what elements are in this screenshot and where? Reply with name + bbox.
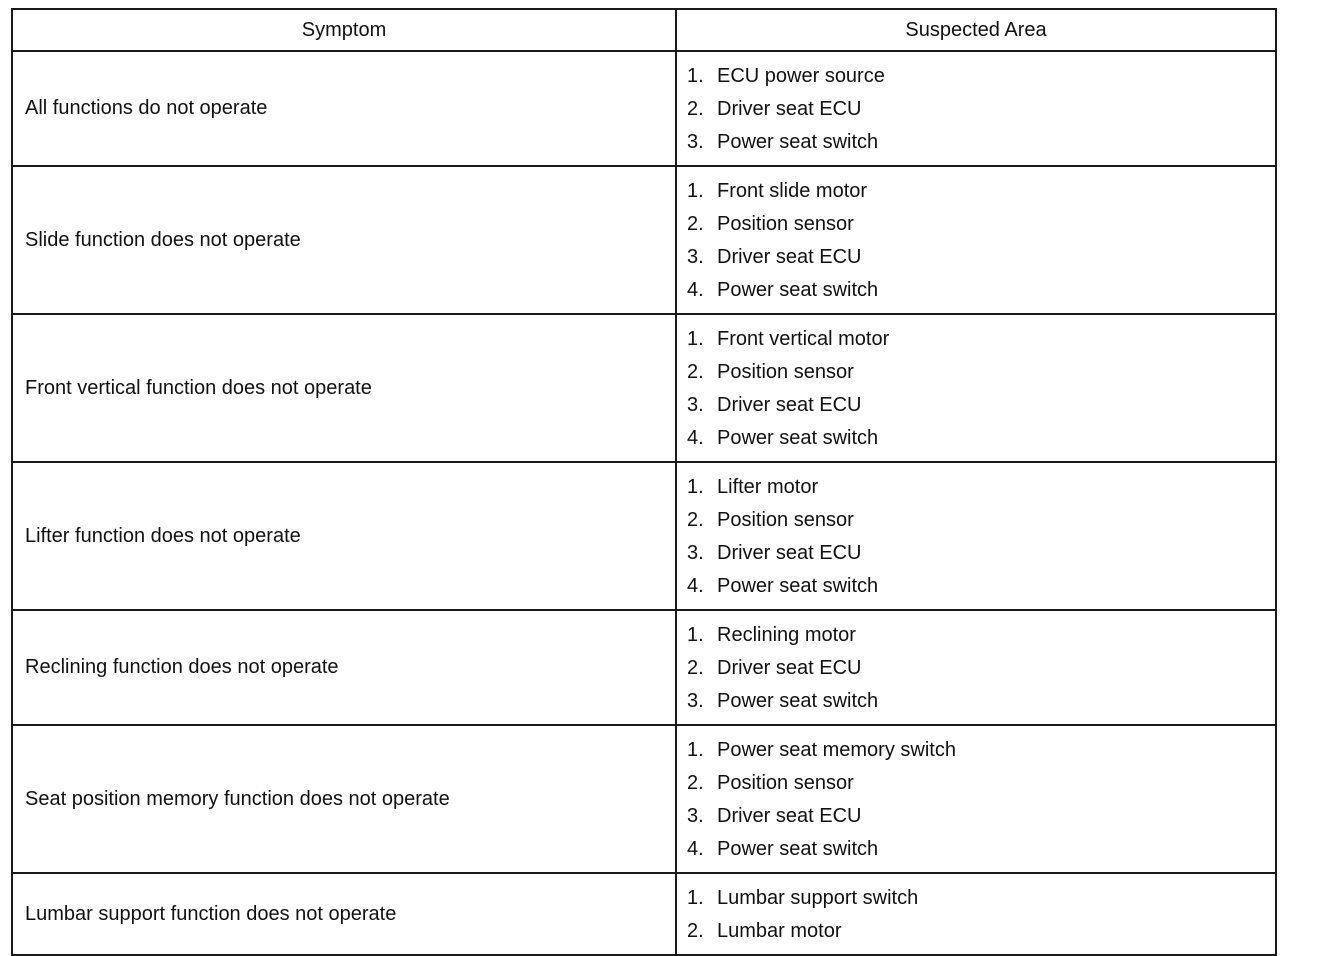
- suspected-area-item: [687, 93, 1275, 126]
- item-number: 2.: [687, 920, 704, 942]
- item-number: 1.: [687, 328, 704, 350]
- suspected-area-cell: [676, 314, 1276, 462]
- suspected-area-item: [687, 356, 1275, 389]
- item-number: 1.: [687, 739, 704, 761]
- table-row: [12, 314, 1276, 462]
- item-text: Lifter motor: [717, 476, 819, 498]
- item-number: 1.: [687, 65, 704, 87]
- suspected-area-item: [687, 208, 1275, 241]
- suspected-area-item: [687, 570, 1275, 603]
- symptom-cell: Lumbar support function does not operate: [12, 873, 676, 955]
- suspected-area-item: [687, 422, 1275, 455]
- symptom-cell: Lifter function does not operate: [12, 462, 676, 610]
- item-text: Power seat switch: [717, 575, 879, 597]
- suspected-area-item: [687, 833, 1275, 866]
- item-number: 4.: [687, 279, 704, 301]
- suspected-area-list: [687, 471, 1275, 603]
- troubleshooting-table: [11, 8, 1277, 956]
- item-number: 2.: [687, 98, 704, 120]
- suspected-area-item: [687, 537, 1275, 570]
- suspected-area-cell: [676, 873, 1276, 955]
- table-row: [12, 462, 1276, 610]
- item-number: 3.: [687, 246, 704, 268]
- suspected-area-cell: [676, 166, 1276, 314]
- item-number: 2.: [687, 213, 704, 235]
- suspected-area-list: [687, 619, 1275, 718]
- symptom-cell: All functions do not operate: [12, 51, 676, 166]
- table-row: [12, 873, 1276, 955]
- suspected-area-list: [687, 882, 1275, 948]
- item-text: Position sensor: [717, 772, 854, 794]
- item-text: Front vertical motor: [717, 328, 890, 350]
- item-text: Position sensor: [717, 509, 854, 531]
- item-text: Power seat switch: [717, 279, 879, 301]
- item-number: 1.: [687, 887, 704, 909]
- suspected-area-list: [687, 60, 1275, 159]
- suspected-area-item: [687, 734, 1275, 767]
- table-body: [12, 51, 1276, 955]
- suspected-area-cell: [676, 725, 1276, 873]
- item-number: 4.: [687, 838, 704, 860]
- suspected-area-item: [687, 274, 1275, 307]
- item-text: Driver seat ECU: [717, 657, 862, 679]
- table-row: [12, 610, 1276, 725]
- symptom-cell: Front vertical function does not operate: [12, 314, 676, 462]
- suspected-area-cell: [676, 610, 1276, 725]
- item-text: Reclining motor: [717, 624, 856, 646]
- item-number: 3.: [687, 131, 704, 153]
- table-row: [12, 725, 1276, 873]
- item-number: 2.: [687, 509, 704, 531]
- suspected-area-item: [687, 619, 1275, 652]
- item-text: Position sensor: [717, 213, 854, 235]
- suspected-area-item: [687, 241, 1275, 274]
- item-text: Power seat switch: [717, 427, 879, 449]
- suspected-area-item: [687, 767, 1275, 800]
- item-number: 1.: [687, 180, 704, 202]
- suspected-area-column-header: Suspected Area: [676, 9, 1276, 51]
- item-number: 3.: [687, 394, 704, 416]
- table-row: [12, 51, 1276, 166]
- suspected-area-list: [687, 734, 1275, 866]
- item-number: 2.: [687, 657, 704, 679]
- suspected-area-item: [687, 175, 1275, 208]
- table-row: [12, 166, 1276, 314]
- item-text: Driver seat ECU: [717, 98, 862, 120]
- suspected-area-item: [687, 126, 1275, 159]
- suspected-area-item: [687, 882, 1275, 915]
- suspected-area-cell: [676, 462, 1276, 610]
- symptom-cell: Slide function does not operate: [12, 166, 676, 314]
- suspected-area-item: [687, 323, 1275, 356]
- item-text: Power seat switch: [717, 131, 879, 153]
- item-number: 2.: [687, 361, 704, 383]
- suspected-area-item: [687, 652, 1275, 685]
- item-number: 4.: [687, 575, 704, 597]
- item-number: 2.: [687, 772, 704, 794]
- item-number: 3.: [687, 690, 704, 712]
- item-text: Position sensor: [717, 361, 854, 383]
- item-text: Power seat memory switch: [717, 739, 956, 761]
- symptom-column-header: Symptom: [12, 9, 676, 51]
- suspected-area-item: [687, 471, 1275, 504]
- item-number: 4.: [687, 427, 704, 449]
- suspected-area-list: [687, 323, 1275, 455]
- item-number: 1.: [687, 476, 704, 498]
- suspected-area-list: [687, 175, 1275, 307]
- item-number: 3.: [687, 805, 704, 827]
- item-text: Power seat switch: [717, 690, 879, 712]
- item-text: Driver seat ECU: [717, 246, 862, 268]
- item-text: Lumbar motor: [717, 920, 842, 942]
- item-text: Front slide motor: [717, 180, 868, 202]
- suspected-area-item: [687, 685, 1275, 718]
- item-text: ECU power source: [717, 65, 885, 87]
- item-number: 3.: [687, 542, 704, 564]
- table-header-row: [12, 9, 1276, 51]
- item-text: Power seat switch: [717, 838, 879, 860]
- item-text: Lumbar support switch: [717, 887, 919, 909]
- troubleshooting-table-container: [11, 8, 1275, 956]
- suspected-area-item: [687, 504, 1275, 537]
- symptom-cell: Reclining function does not operate: [12, 610, 676, 725]
- item-text: Driver seat ECU: [717, 805, 862, 827]
- suspected-area-item: [687, 389, 1275, 422]
- symptom-cell: Seat position memory function does not operate: [12, 725, 676, 873]
- suspected-area-item: [687, 915, 1275, 948]
- item-number: 1.: [687, 624, 704, 646]
- item-text: Driver seat ECU: [717, 394, 862, 416]
- suspected-area-item: [687, 800, 1275, 833]
- suspected-area-item: [687, 60, 1275, 93]
- suspected-area-cell: [676, 51, 1276, 166]
- item-text: Driver seat ECU: [717, 542, 862, 564]
